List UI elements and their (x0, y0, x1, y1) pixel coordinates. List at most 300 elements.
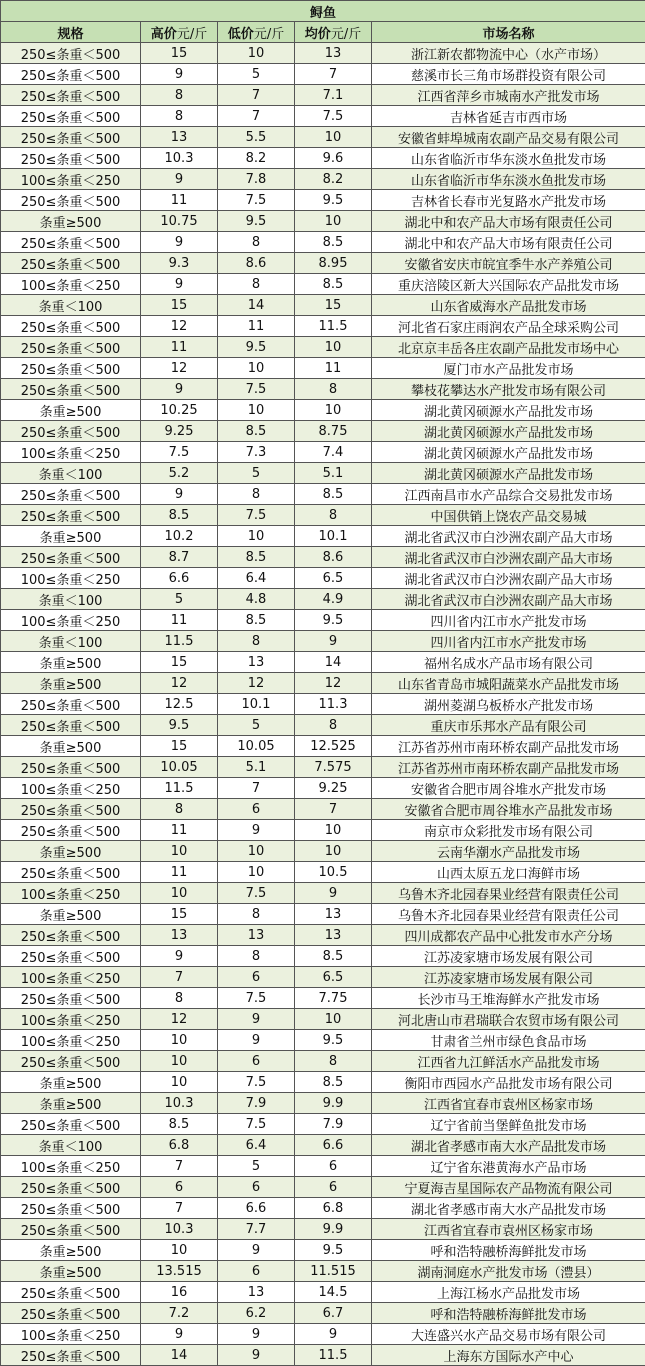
cell-market-name: 重庆市乐邦水产品有限公司 (372, 715, 645, 736)
cell-avg-price: 11.3 (295, 694, 372, 715)
cell-low-price: 7 (218, 778, 295, 799)
table-row (1, 1093, 645, 1114)
header-spec: 规格 (1, 22, 141, 43)
table-title: 鲟鱼 (1, 1, 645, 22)
cell-spec: 100≤条重＜250 (1, 778, 141, 799)
cell-spec: 100≤条重＜250 (1, 1324, 141, 1345)
cell-market-name: 辽宁省前当堡鲜鱼批发市场 (372, 1114, 645, 1135)
cell-avg-price: 7.575 (295, 757, 372, 778)
cell-spec: 100≤条重＜250 (1, 169, 141, 190)
cell-low-price: 10 (218, 358, 295, 379)
cell-avg-price: 7.1 (295, 85, 372, 106)
cell-market-name: 湖北黄冈硕源水产品批发市场 (372, 421, 645, 442)
table-row (1, 547, 645, 568)
cell-market-name: 山西太原五龙口海鲜市场 (372, 862, 645, 883)
cell-market-name: 江苏凌家塘市场发展有限公司 (372, 946, 645, 967)
cell-low-price: 7.5 (218, 1114, 295, 1135)
cell-avg-price: 10 (295, 1009, 372, 1030)
cell-low-price: 5 (218, 1156, 295, 1177)
table-row (1, 316, 645, 337)
cell-high-price: 13 (141, 925, 218, 946)
table-row (1, 421, 645, 442)
cell-market-name: 湖北中和农产品大市场有限责任公司 (372, 232, 645, 253)
cell-low-price: 9 (218, 1345, 295, 1366)
cell-market-name: 山东省临沂市华东淡水鱼批发市场 (372, 169, 645, 190)
cell-low-price: 6.4 (218, 1135, 295, 1156)
cell-low-price: 8 (218, 484, 295, 505)
cell-high-price: 16 (141, 1282, 218, 1303)
cell-market-name: 乌鲁木齐北园春果业经营有限责任公司 (372, 904, 645, 925)
cell-low-price: 10.1 (218, 694, 295, 715)
cell-spec: 100≤条重＜250 (1, 568, 141, 589)
cell-avg-price: 8.5 (295, 232, 372, 253)
cell-spec: 250≤条重＜500 (1, 715, 141, 736)
cell-low-price: 6 (218, 1261, 295, 1282)
header-low: 低价元/斤 (218, 22, 295, 43)
cell-low-price: 10 (218, 526, 295, 547)
cell-high-price: 11 (141, 610, 218, 631)
cell-high-price: 15 (141, 295, 218, 316)
table-row (1, 841, 645, 862)
cell-spec: 250≤条重＜500 (1, 862, 141, 883)
table-row (1, 127, 645, 148)
cell-avg-price: 14.5 (295, 1282, 372, 1303)
cell-spec: 250≤条重＜500 (1, 379, 141, 400)
cell-low-price: 6.6 (218, 1198, 295, 1219)
table-row (1, 1324, 645, 1345)
cell-spec: 条重≥500 (1, 211, 141, 232)
cell-market-name: 衡阳市西园水产品批发市场有限公司 (372, 1072, 645, 1093)
table-row (1, 526, 645, 547)
cell-spec: 250≤条重＜500 (1, 43, 141, 64)
cell-avg-price: 4.9 (295, 589, 372, 610)
cell-market-name: 北京京丰岳各庄农副产品批发市场中心 (372, 337, 645, 358)
cell-avg-price: 9.5 (295, 610, 372, 631)
cell-high-price: 11.5 (141, 778, 218, 799)
cell-low-price: 11 (218, 316, 295, 337)
cell-high-price: 12 (141, 1009, 218, 1030)
cell-spec: 条重＜100 (1, 631, 141, 652)
table-row (1, 1072, 645, 1093)
cell-avg-price: 5.1 (295, 463, 372, 484)
cell-market-name: 江苏省苏州市南环桥农副产品批发市场 (372, 736, 645, 757)
table-row (1, 169, 645, 190)
cell-avg-price: 9 (295, 883, 372, 904)
cell-high-price: 10 (141, 883, 218, 904)
cell-spec: 250≤条重＜500 (1, 1051, 141, 1072)
cell-high-price: 10.75 (141, 211, 218, 232)
cell-market-name: 上海东方国际水产中心 (372, 1345, 645, 1366)
cell-avg-price: 6 (295, 1156, 372, 1177)
cell-low-price: 13 (218, 1282, 295, 1303)
cell-market-name: 中国供销上饶农产品交易城 (372, 505, 645, 526)
table-row (1, 967, 645, 988)
cell-avg-price: 7.75 (295, 988, 372, 1009)
header-row (1, 22, 645, 43)
cell-high-price: 6.6 (141, 568, 218, 589)
cell-low-price: 5 (218, 64, 295, 85)
cell-low-price: 7.8 (218, 169, 295, 190)
cell-low-price: 7 (218, 106, 295, 127)
cell-avg-price: 7.4 (295, 442, 372, 463)
cell-avg-price: 8 (295, 505, 372, 526)
cell-avg-price: 9.5 (295, 1030, 372, 1051)
cell-spec: 250≤条重＜500 (1, 1345, 141, 1366)
cell-spec: 250≤条重＜500 (1, 1303, 141, 1324)
cell-spec: 100≤条重＜250 (1, 1009, 141, 1030)
cell-spec: 100≤条重＜250 (1, 442, 141, 463)
cell-spec: 250≤条重＜500 (1, 232, 141, 253)
cell-high-price: 9.3 (141, 253, 218, 274)
table-body (1, 43, 645, 1366)
cell-high-price: 11 (141, 337, 218, 358)
table-row (1, 1282, 645, 1303)
cell-avg-price: 11.515 (295, 1261, 372, 1282)
cell-spec: 250≤条重＜500 (1, 190, 141, 211)
cell-market-name: 攀枝花攀达水产批发市场有限公司 (372, 379, 645, 400)
cell-avg-price: 10 (295, 337, 372, 358)
cell-market-name: 河北唐山市君瑞联合农贸市场有限公司 (372, 1009, 645, 1030)
cell-low-price: 5.5 (218, 127, 295, 148)
cell-high-price: 9 (141, 169, 218, 190)
cell-low-price: 12 (218, 673, 295, 694)
cell-spec: 条重≥500 (1, 526, 141, 547)
table-row (1, 1198, 645, 1219)
cell-high-price: 9 (141, 946, 218, 967)
cell-avg-price: 11.5 (295, 1345, 372, 1366)
cell-spec: 100≤条重＜250 (1, 883, 141, 904)
header-avg: 均价元/斤 (295, 22, 372, 43)
cell-spec: 250≤条重＜500 (1, 148, 141, 169)
cell-avg-price: 14 (295, 652, 372, 673)
cell-spec: 100≤条重＜250 (1, 610, 141, 631)
cell-high-price: 10 (141, 841, 218, 862)
table-row (1, 1261, 645, 1282)
table-title-row (1, 1, 645, 22)
cell-spec: 250≤条重＜500 (1, 1282, 141, 1303)
cell-low-price: 9.5 (218, 337, 295, 358)
cell-market-name: 山东省威海水产品批发市场 (372, 295, 645, 316)
table-row (1, 211, 645, 232)
table-row (1, 862, 645, 883)
cell-low-price: 4.8 (218, 589, 295, 610)
cell-market-name: 湖南洞庭水产批发市场（澧县） (372, 1261, 645, 1282)
cell-high-price: 15 (141, 43, 218, 64)
cell-spec: 250≤条重＜500 (1, 820, 141, 841)
cell-market-name: 辽宁省东港黄海水产品市场 (372, 1156, 645, 1177)
cell-spec: 250≤条重＜500 (1, 694, 141, 715)
cell-market-name: 湖北黄冈硕源水产品批发市场 (372, 463, 645, 484)
cell-avg-price: 10.1 (295, 526, 372, 547)
cell-high-price: 10.3 (141, 148, 218, 169)
cell-spec: 250≤条重＜500 (1, 547, 141, 568)
cell-avg-price: 7 (295, 799, 372, 820)
cell-high-price: 10 (141, 1240, 218, 1261)
cell-high-price: 10 (141, 1051, 218, 1072)
cell-low-price: 8.2 (218, 148, 295, 169)
cell-avg-price: 12.525 (295, 736, 372, 757)
table-row (1, 610, 645, 631)
cell-avg-price: 9 (295, 1324, 372, 1345)
table-row (1, 232, 645, 253)
table-row (1, 652, 645, 673)
cell-avg-price: 6.7 (295, 1303, 372, 1324)
cell-market-name: 湖北省武汉市白沙洲农副产品大市场 (372, 547, 645, 568)
cell-spec: 250≤条重＜500 (1, 1177, 141, 1198)
cell-market-name: 吉林省长春市光复路水产批发市场 (372, 190, 645, 211)
cell-market-name: 湖州菱湖乌板桥水产批发市场 (372, 694, 645, 715)
cell-high-price: 10.2 (141, 526, 218, 547)
table-row (1, 85, 645, 106)
header-market: 市场名称 (372, 22, 645, 43)
cell-market-name: 安徽省合肥市周谷堆水产批发市场 (372, 778, 645, 799)
cell-market-name: 山东省临沂市华东淡水鱼批发市场 (372, 148, 645, 169)
cell-high-price: 15 (141, 736, 218, 757)
cell-market-name: 甘肃省兰州市绿色食品市场 (372, 1030, 645, 1051)
table-row (1, 904, 645, 925)
table-row (1, 106, 645, 127)
cell-high-price: 9.25 (141, 421, 218, 442)
table-row (1, 1114, 645, 1135)
cell-avg-price: 9.5 (295, 190, 372, 211)
cell-low-price: 8.6 (218, 253, 295, 274)
cell-high-price: 7 (141, 967, 218, 988)
cell-low-price: 7.3 (218, 442, 295, 463)
cell-spec: 条重＜100 (1, 589, 141, 610)
cell-low-price: 9 (218, 1009, 295, 1030)
cell-high-price: 9 (141, 379, 218, 400)
table-row (1, 253, 645, 274)
table-row (1, 631, 645, 652)
cell-market-name: 安徽省安庆市皖宜季牛水产养殖公司 (372, 253, 645, 274)
cell-market-name: 宁夏海吉星国际农产品物流有限公司 (372, 1177, 645, 1198)
cell-high-price: 7.5 (141, 442, 218, 463)
cell-avg-price: 6.5 (295, 967, 372, 988)
cell-market-name: 四川省内江市水产批发市场 (372, 610, 645, 631)
cell-high-price: 12 (141, 673, 218, 694)
cell-high-price: 11 (141, 862, 218, 883)
cell-market-name: 湖北中和农产品大市场有限责任公司 (372, 211, 645, 232)
cell-market-name: 湖北省孝感市南大水产品批发市场 (372, 1135, 645, 1156)
cell-avg-price: 10 (295, 841, 372, 862)
cell-high-price: 12.5 (141, 694, 218, 715)
cell-low-price: 8 (218, 904, 295, 925)
cell-avg-price: 6.6 (295, 1135, 372, 1156)
cell-low-price: 6.4 (218, 568, 295, 589)
cell-avg-price: 8.5 (295, 484, 372, 505)
cell-avg-price: 9.9 (295, 1219, 372, 1240)
cell-high-price: 9 (141, 484, 218, 505)
cell-market-name: 云南华潮水产品批发市场 (372, 841, 645, 862)
cell-low-price: 9.5 (218, 211, 295, 232)
cell-low-price: 6 (218, 967, 295, 988)
cell-market-name: 湖北省武汉市白沙洲农副产品大市场 (372, 589, 645, 610)
cell-market-name: 慈溪市长三角市场群投资有限公司 (372, 64, 645, 85)
cell-low-price: 7.5 (218, 988, 295, 1009)
cell-spec: 条重≥500 (1, 673, 141, 694)
cell-avg-price: 8 (295, 379, 372, 400)
cell-avg-price: 6.5 (295, 568, 372, 589)
cell-avg-price: 10 (295, 127, 372, 148)
cell-low-price: 6.2 (218, 1303, 295, 1324)
cell-market-name: 河北省石家庄雨润农产品全球采购公司 (372, 316, 645, 337)
cell-spec: 250≤条重＜500 (1, 421, 141, 442)
cell-high-price: 10.25 (141, 400, 218, 421)
cell-spec: 250≤条重＜500 (1, 337, 141, 358)
cell-avg-price: 8.95 (295, 253, 372, 274)
cell-spec: 250≤条重＜500 (1, 127, 141, 148)
cell-avg-price: 12 (295, 673, 372, 694)
cell-avg-price: 8.6 (295, 547, 372, 568)
table-row (1, 799, 645, 820)
table-row (1, 589, 645, 610)
cell-avg-price: 10.5 (295, 862, 372, 883)
cell-market-name: 呼和浩特融桥海鲜批发市场 (372, 1240, 645, 1261)
cell-high-price: 8 (141, 85, 218, 106)
cell-market-name: 江西南昌市水产品综合交易批发市场 (372, 484, 645, 505)
cell-high-price: 9 (141, 64, 218, 85)
cell-avg-price: 10 (295, 400, 372, 421)
table-row (1, 505, 645, 526)
cell-high-price: 9.5 (141, 715, 218, 736)
cell-market-name: 浙江新农都物流中心（水产市场） (372, 43, 645, 64)
cell-low-price: 6 (218, 1051, 295, 1072)
table-row (1, 484, 645, 505)
cell-high-price: 10.3 (141, 1219, 218, 1240)
table-row (1, 1030, 645, 1051)
cell-market-name: 湖北省孝感市南大水产品批发市场 (372, 1198, 645, 1219)
table-row (1, 190, 645, 211)
cell-spec: 100≤条重＜250 (1, 274, 141, 295)
cell-high-price: 8.5 (141, 505, 218, 526)
cell-spec: 条重＜100 (1, 1135, 141, 1156)
cell-low-price: 7.5 (218, 505, 295, 526)
cell-spec: 条重≥500 (1, 1240, 141, 1261)
table-row (1, 883, 645, 904)
cell-low-price: 5.1 (218, 757, 295, 778)
table-row (1, 736, 645, 757)
cell-low-price: 7.5 (218, 379, 295, 400)
cell-spec: 100≤条重＜250 (1, 1030, 141, 1051)
cell-low-price: 6 (218, 1177, 295, 1198)
table-row (1, 1177, 645, 1198)
cell-market-name: 江苏凌家塘市场发展有限公司 (372, 967, 645, 988)
cell-low-price: 9 (218, 820, 295, 841)
table-row (1, 400, 645, 421)
cell-high-price: 10 (141, 1030, 218, 1051)
cell-market-name: 安徽省合肥市周谷堆水产品批发市场 (372, 799, 645, 820)
cell-high-price: 10.3 (141, 1093, 218, 1114)
cell-low-price: 8 (218, 274, 295, 295)
cell-avg-price: 8 (295, 715, 372, 736)
cell-avg-price: 15 (295, 295, 372, 316)
table-row (1, 1009, 645, 1030)
cell-avg-price: 11.5 (295, 316, 372, 337)
cell-high-price: 7.2 (141, 1303, 218, 1324)
cell-high-price: 12 (141, 358, 218, 379)
cell-high-price: 7 (141, 1198, 218, 1219)
cell-spec: 100≤条重＜250 (1, 967, 141, 988)
cell-high-price: 5.2 (141, 463, 218, 484)
cell-market-name: 湖北黄冈硕源水产品批发市场 (372, 400, 645, 421)
cell-high-price: 8 (141, 988, 218, 1009)
cell-spec: 条重≥500 (1, 1093, 141, 1114)
cell-high-price: 13.515 (141, 1261, 218, 1282)
cell-avg-price: 9.6 (295, 148, 372, 169)
cell-spec: 条重≥500 (1, 1072, 141, 1093)
table-row (1, 694, 645, 715)
cell-avg-price: 10 (295, 820, 372, 841)
cell-high-price: 14 (141, 1345, 218, 1366)
cell-spec: 250≤条重＜500 (1, 106, 141, 127)
cell-high-price: 15 (141, 904, 218, 925)
cell-low-price: 8 (218, 946, 295, 967)
cell-low-price: 10 (218, 841, 295, 862)
cell-high-price: 8 (141, 799, 218, 820)
table-row (1, 148, 645, 169)
cell-high-price: 9 (141, 232, 218, 253)
cell-market-name: 呼和浩特融桥海鲜批发市场 (372, 1303, 645, 1324)
cell-spec: 条重≥500 (1, 904, 141, 925)
cell-low-price: 7.5 (218, 190, 295, 211)
cell-avg-price: 8.5 (295, 274, 372, 295)
cell-market-name: 山东省青岛市城阳蔬菜水产品批发市场 (372, 673, 645, 694)
cell-low-price: 14 (218, 295, 295, 316)
table-row (1, 358, 645, 379)
cell-low-price: 7.7 (218, 1219, 295, 1240)
cell-spec: 条重≥500 (1, 652, 141, 673)
cell-high-price: 5 (141, 589, 218, 610)
cell-spec: 250≤条重＜500 (1, 85, 141, 106)
table-row (1, 43, 645, 64)
cell-market-name: 重庆涪陵区新大兴国际农产品批发市场 (372, 274, 645, 295)
cell-market-name: 长沙市马王堆海鲜水产批发市场 (372, 988, 645, 1009)
cell-market-name: 湖北黄冈硕源水产品批发市场 (372, 442, 645, 463)
cell-market-name: 四川成都农产品中心批发市水产分场 (372, 925, 645, 946)
cell-market-name: 大连盛兴水产品交易市场有限公司 (372, 1324, 645, 1345)
cell-market-name: 湖北省武汉市白沙洲农副产品大市场 (372, 526, 645, 547)
cell-spec: 条重＜100 (1, 295, 141, 316)
cell-spec: 250≤条重＜500 (1, 1219, 141, 1240)
table-row (1, 64, 645, 85)
cell-avg-price: 6 (295, 1177, 372, 1198)
cell-low-price: 13 (218, 925, 295, 946)
cell-low-price: 5 (218, 715, 295, 736)
table-row (1, 988, 645, 1009)
cell-avg-price: 6.8 (295, 1198, 372, 1219)
table-row (1, 1135, 645, 1156)
cell-market-name: 吉林省延吉市西市场 (372, 106, 645, 127)
cell-avg-price: 13 (295, 925, 372, 946)
cell-low-price: 10 (218, 400, 295, 421)
cell-avg-price: 9.9 (295, 1093, 372, 1114)
cell-low-price: 9 (218, 1030, 295, 1051)
cell-low-price: 10.05 (218, 736, 295, 757)
table-row (1, 1051, 645, 1072)
table-row (1, 1156, 645, 1177)
cell-high-price: 9 (141, 274, 218, 295)
cell-low-price: 10 (218, 862, 295, 883)
cell-avg-price: 9.5 (295, 1240, 372, 1261)
cell-low-price: 8.5 (218, 547, 295, 568)
cell-spec: 250≤条重＜500 (1, 358, 141, 379)
cell-high-price: 13 (141, 127, 218, 148)
cell-low-price: 8 (218, 232, 295, 253)
cell-avg-price: 13 (295, 43, 372, 64)
table-row (1, 568, 645, 589)
cell-spec: 条重≥500 (1, 841, 141, 862)
cell-spec: 250≤条重＜500 (1, 253, 141, 274)
